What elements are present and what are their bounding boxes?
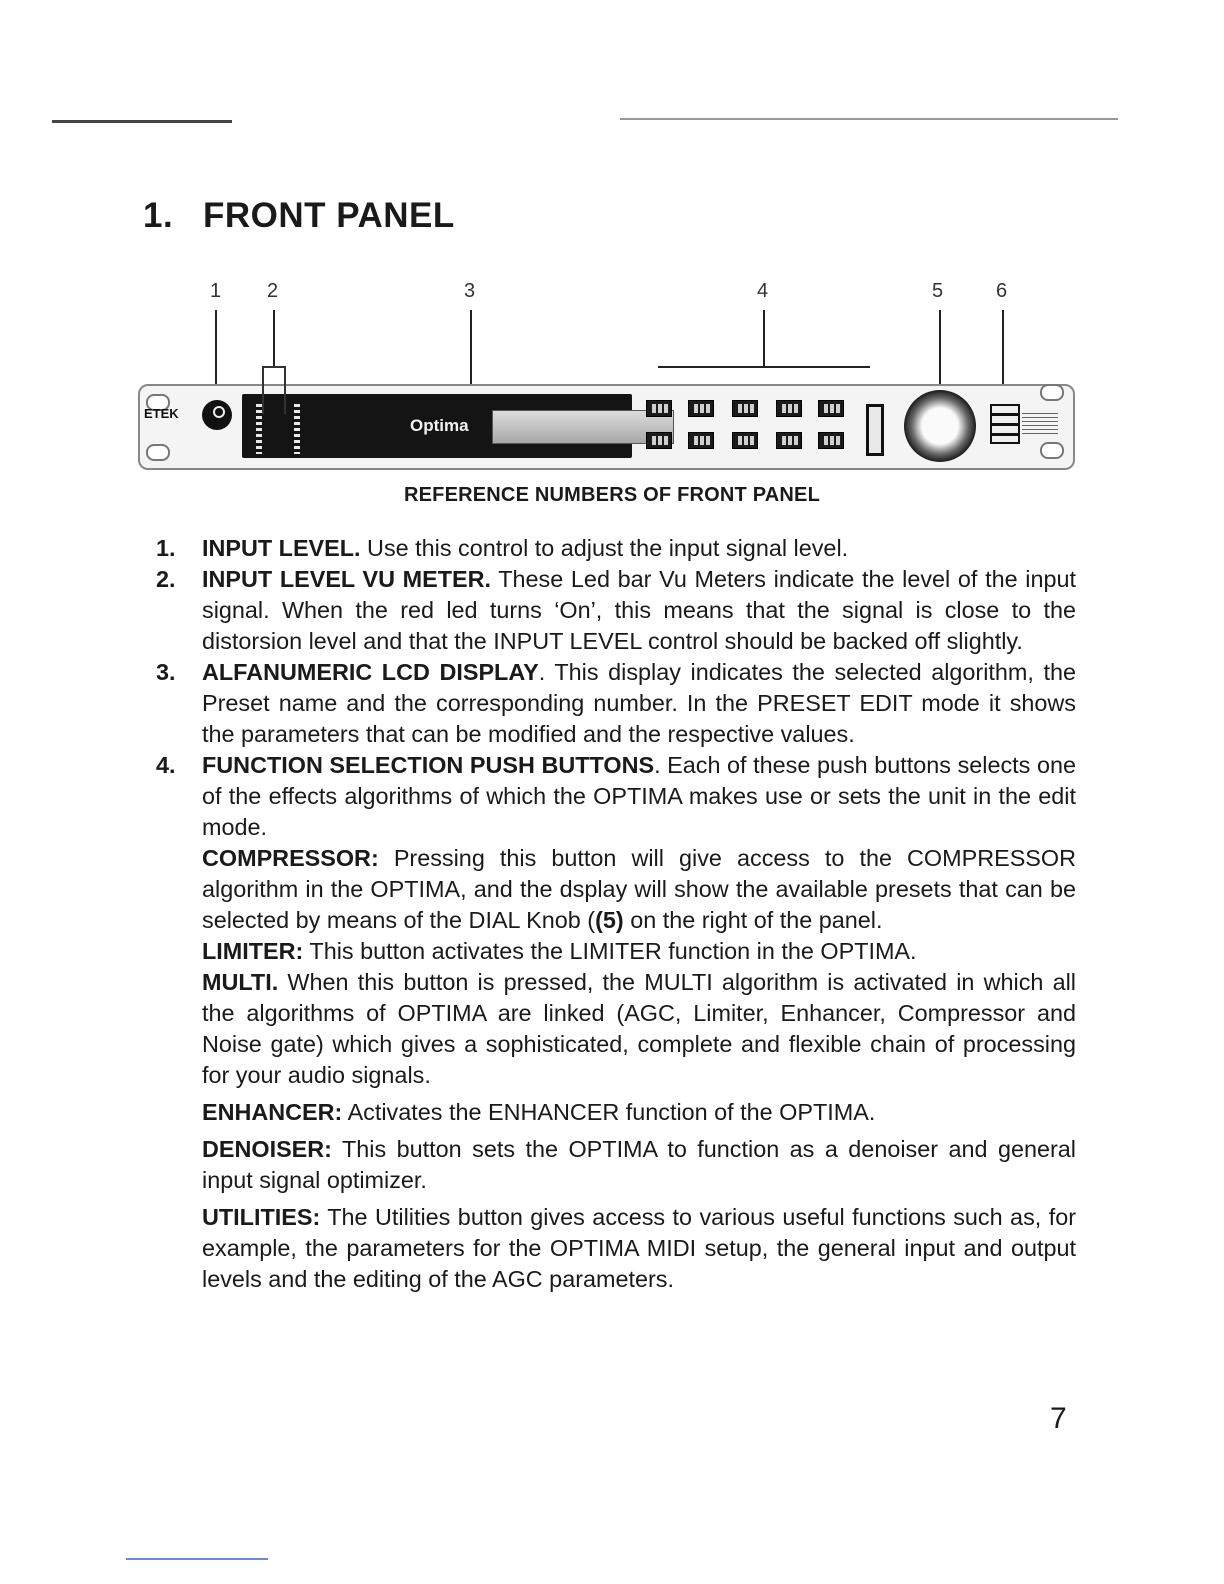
display-area bbox=[242, 394, 632, 458]
enhancer-button bbox=[776, 400, 802, 417]
callout-2: 2 bbox=[267, 280, 279, 302]
item-text: These Led bar Vu Meters indicate the level of the input signal. When the red led turns ‘On’, this means that the signal is close to the distorsion level and that the INPUT LEVEL control should be backed off slightly. bbox=[202, 566, 1077, 654]
item-number: 1. bbox=[156, 535, 176, 561]
enter-button bbox=[866, 404, 884, 456]
rack-ear-hole bbox=[1040, 442, 1064, 459]
button-title: ENHANCER: bbox=[202, 1099, 343, 1125]
exit-button bbox=[776, 432, 802, 449]
reference-list bbox=[156, 533, 1076, 1295]
item-text: . This display indicates the selected algorithm, the Preset name and the corresponding number. In the PRESET EDIT mode it shows the parameters that can be modified and the respective values. bbox=[202, 659, 1076, 747]
button-description bbox=[156, 1134, 1076, 1196]
callout-line-2 bbox=[273, 310, 275, 368]
front-panel-drawing bbox=[138, 384, 1075, 470]
item-title: INPUT LEVEL. bbox=[202, 535, 361, 561]
footer-rule bbox=[126, 1558, 268, 1560]
denoiser-button bbox=[818, 400, 844, 417]
button-title: COMPRESSOR: bbox=[202, 845, 379, 871]
list-item bbox=[156, 533, 1076, 564]
item-text: . Each of these push buttons selects one of the effects algorithms of which the OPTIMA makes use or sets the unit in the edit mode. bbox=[202, 752, 1076, 840]
button-text: This button sets the OPTIMA to function as a denoiser and general input signal optimizer. bbox=[202, 1136, 1076, 1193]
button-title: UTILITIES: bbox=[202, 1204, 321, 1230]
rack-ear-hole bbox=[146, 444, 170, 461]
button-description bbox=[156, 843, 1076, 936]
callout-line-4 bbox=[763, 310, 765, 366]
header-rule-left bbox=[52, 120, 232, 123]
power-switch bbox=[990, 404, 1020, 444]
item-number: 3. bbox=[156, 659, 176, 685]
panel-spec-text bbox=[1022, 410, 1058, 436]
button-description bbox=[156, 936, 1076, 967]
list-item bbox=[156, 564, 1076, 657]
callout-line-3 bbox=[470, 310, 472, 394]
button-text: When this button is pressed, the MULTI algorithm is activated in which all the algorithms of OPTIMA are linked (AGC, Limiter, Enhancer, Compressor and Noise gate) which gives a sophisticated, complete and flexible chain of processing for your audio signals. bbox=[202, 969, 1076, 1088]
button-title: DENOISER: bbox=[202, 1136, 332, 1162]
etek-logo: ETEK bbox=[144, 406, 179, 421]
edit-button bbox=[688, 432, 714, 449]
button-title: MULTI. bbox=[202, 969, 279, 995]
page-number: 7 bbox=[1050, 1402, 1067, 1435]
button-ref: (5) bbox=[595, 907, 624, 933]
utilities-button bbox=[646, 432, 672, 449]
button-title: LIMITER: bbox=[202, 938, 304, 964]
item-number: 4. bbox=[156, 752, 176, 778]
limiter-button bbox=[688, 400, 714, 417]
save-button bbox=[732, 432, 758, 449]
rack-ear-hole bbox=[1040, 384, 1064, 401]
section-number: 1. bbox=[143, 196, 174, 235]
compressor-button bbox=[646, 400, 672, 417]
front-panel-figure bbox=[138, 280, 1073, 470]
dial-knob bbox=[904, 390, 976, 462]
list-item bbox=[156, 657, 1076, 750]
item-title: INPUT LEVEL VU METER. bbox=[202, 566, 491, 592]
vu-meter-callout-frame bbox=[262, 366, 286, 414]
item-title: FUNCTION SELECTION PUSH BUTTONS bbox=[202, 752, 655, 778]
callout-1: 1 bbox=[210, 280, 222, 302]
brand-name: Optima bbox=[410, 416, 469, 435]
section-title: FRONT PANEL bbox=[203, 196, 455, 235]
item-number: 2. bbox=[156, 566, 176, 592]
callout-bracket-4 bbox=[658, 366, 870, 368]
button-text: This button activates the LIMITER function in the OPTIMA. bbox=[303, 938, 917, 964]
figure-caption: REFERENCE NUMBERS OF FRONT PANEL bbox=[403, 484, 821, 506]
button-text: The Utilities button gives access to various useful functions such as, for example, the parameters for the OPTIMA MIDI setup, the general input and output levels and the editing of the AGC parameters. bbox=[202, 1204, 1076, 1292]
item-text: Use this control to adjust the input signal level. bbox=[360, 535, 849, 561]
header-rule-right bbox=[620, 118, 1118, 120]
callout-3: 3 bbox=[464, 280, 476, 302]
callout-6: 6 bbox=[996, 280, 1008, 302]
multi-button bbox=[732, 400, 758, 417]
button-text-tail: on the right of the panel. bbox=[623, 907, 883, 933]
button-description bbox=[156, 1097, 1076, 1128]
callout-4: 4 bbox=[757, 280, 769, 302]
button-description bbox=[156, 967, 1076, 1091]
item-title: ALFANUMERIC LCD DISPLAY bbox=[202, 659, 539, 685]
vu-meter-right bbox=[294, 404, 300, 454]
button-text: Activates the ENHANCER function of the OPTIMA. bbox=[342, 1099, 876, 1125]
bypass-button bbox=[818, 432, 844, 449]
input-level-knob bbox=[202, 400, 232, 430]
button-description bbox=[156, 1202, 1076, 1295]
list-item bbox=[156, 750, 1076, 843]
callout-5: 5 bbox=[932, 280, 944, 302]
button-text: Pressing this button will give access to the COMPRESSOR algorithm in the OPTIMA, and the dsplay will show the available presets that can be selected by means of the DIAL Knob ( bbox=[202, 845, 1076, 933]
section-heading bbox=[143, 196, 455, 236]
